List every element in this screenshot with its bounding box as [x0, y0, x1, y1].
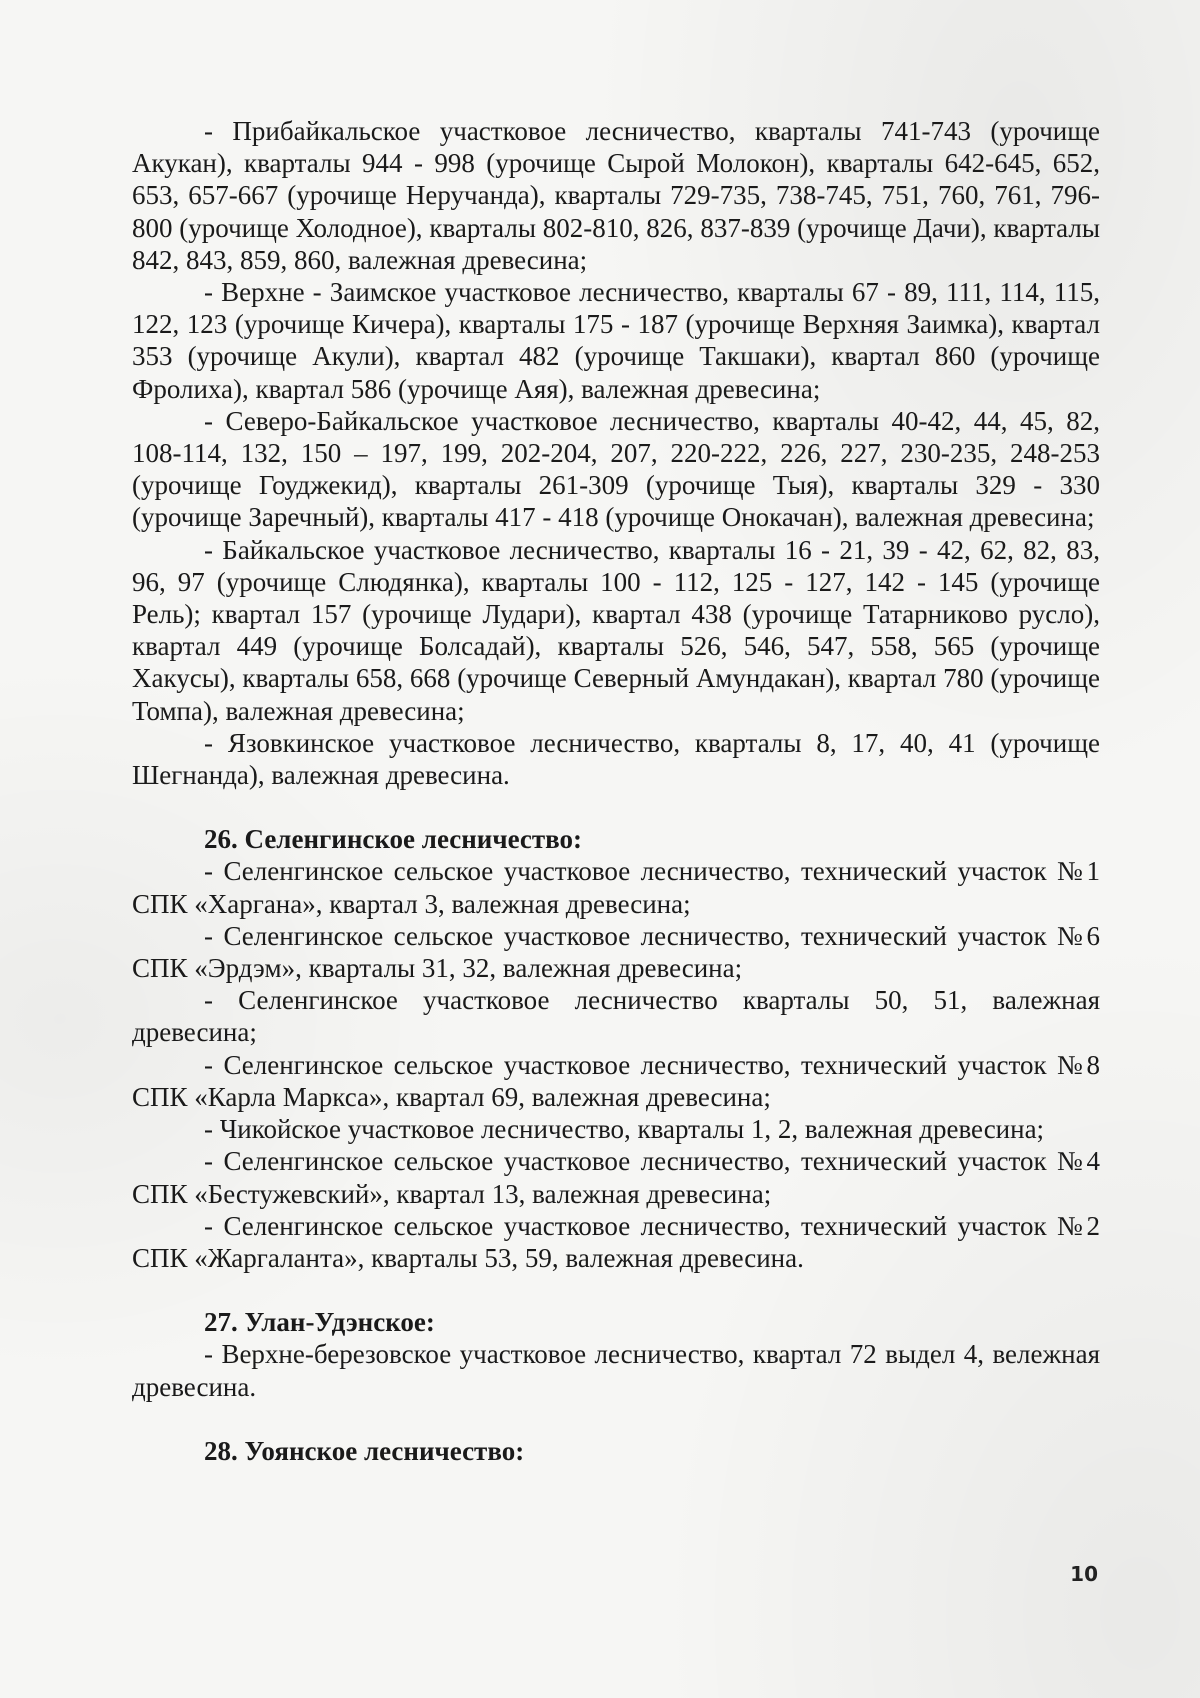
- list-item: - Прибайкальское участковое лесничество, кварталы 741-743 (урочище Акукан), кварталы 944 - 998 (урочище Сырой Молокон), кварталы 642-645, 652, 653, 657-667 (урочище Неручанда), кварталы 729-735, 738-745, 751, 760, 761, 796-800 (урочище Холодное), кварталы 802-810, 826, 837-839 (урочище Дачи), кварталы 842, 843, 859, 860, валежная древесина;: [132, 116, 1100, 275]
- list-item: - Верхне-березовское участковое лесничество, квартал 72 выдел 4, вележная древесина.: [132, 1339, 1100, 1402]
- section-heading-27: 27. Улан-Удэнское:: [204, 1307, 435, 1338]
- section-gap: [132, 1403, 1100, 1435]
- section-gap: [132, 1274, 1100, 1306]
- section-heading-26: 26. Селенгинское лесничество:: [204, 824, 583, 855]
- list-item: - Байкальское участковое лесничество, кварталы 16 - 21, 39 - 42, 62, 82, 83, 96, 97 (урочище Слюдянка), кварталы 100 - 112, 125 - 127, 142 - 145 (урочище Рель); квартал 157 (урочище Лудари), квартал 438 (урочище Татарниково русло), квартал 449 (урочище Болсадай), кварталы 526, 546, 547, 558, 565 (урочище Хакусы), кварталы 658, 668 (урочище Северный Амундакан), квартал 780 (урочище Томпа), валежная древесина;: [132, 534, 1100, 726]
- page-number: 10: [1070, 1562, 1098, 1586]
- section-gap: [132, 791, 1100, 823]
- section-heading-28: 28. Уоянское лесничество:: [204, 1435, 525, 1466]
- list-item: - Селенгинское сельское участковое лесничество, технический участок №8 СПК «Карла Маркса», квартал 69, валежная древесина;: [132, 1049, 1100, 1112]
- document-body: [132, 115, 1100, 1467]
- list-item: - Северо-Байкальское участковое лесничество, кварталы 40-42, 44, 45, 82, 108-114, 132, 150 – 197, 199, 202-204, 207, 220-222, 226, 227, 230-235, 248-253 (урочище Гоуджекид), кварталы 261-309 (урочище Тыя), кварталы 329 - 330 (урочище Заречный), кварталы 417 - 418 (урочище Онокачан), валежная древесина;: [132, 405, 1100, 533]
- list-item: - Верхне - Заимское участковое лесничество, кварталы 67 - 89, 111, 114, 115, 122, 123 (урочище Кичера), кварталы 175 - 187 (урочище Верхняя Заимка), квартал 353 (урочище Акули), квартал 482 (урочище Такшаки), квартал 860 (урочище Фролиха), квартал 586 (урочище Аяя), валежная древесина;: [132, 277, 1100, 404]
- list-item: - Язовкинское участковое лесничество, кварталы 8, 17, 40, 41 (урочище Шегнанда), валежная древесина.: [132, 727, 1100, 791]
- list-item: - Чикойское участковое лесничество, кварталы 1, 2, валежная древесина;: [204, 1114, 1045, 1145]
- list-item: - Селенгинское участковое лесничество кварталы 50, 51, валежная древесина;: [132, 985, 1100, 1048]
- list-item: - Селенгинское сельское участковое лесничество, технический участок №1 СПК «Харгана», квартал 3, валежная древесина;: [132, 856, 1100, 919]
- list-item: - Селенгинское сельское участковое лесничество, технический участок №2 СПК «Жаргаланта», кварталы 53, 59, валежная древесина.: [132, 1210, 1100, 1273]
- list-item: - Селенгинское сельское участковое лесничество, технический участок №4 СПК «Бестужевский», квартал 13, валежная древесина;: [132, 1146, 1100, 1209]
- list-item: - Селенгинское сельское участковое лесничество, технический участок №6 СПК «Эрдэм», кварталы 31, 32, валежная древесина;: [132, 920, 1100, 984]
